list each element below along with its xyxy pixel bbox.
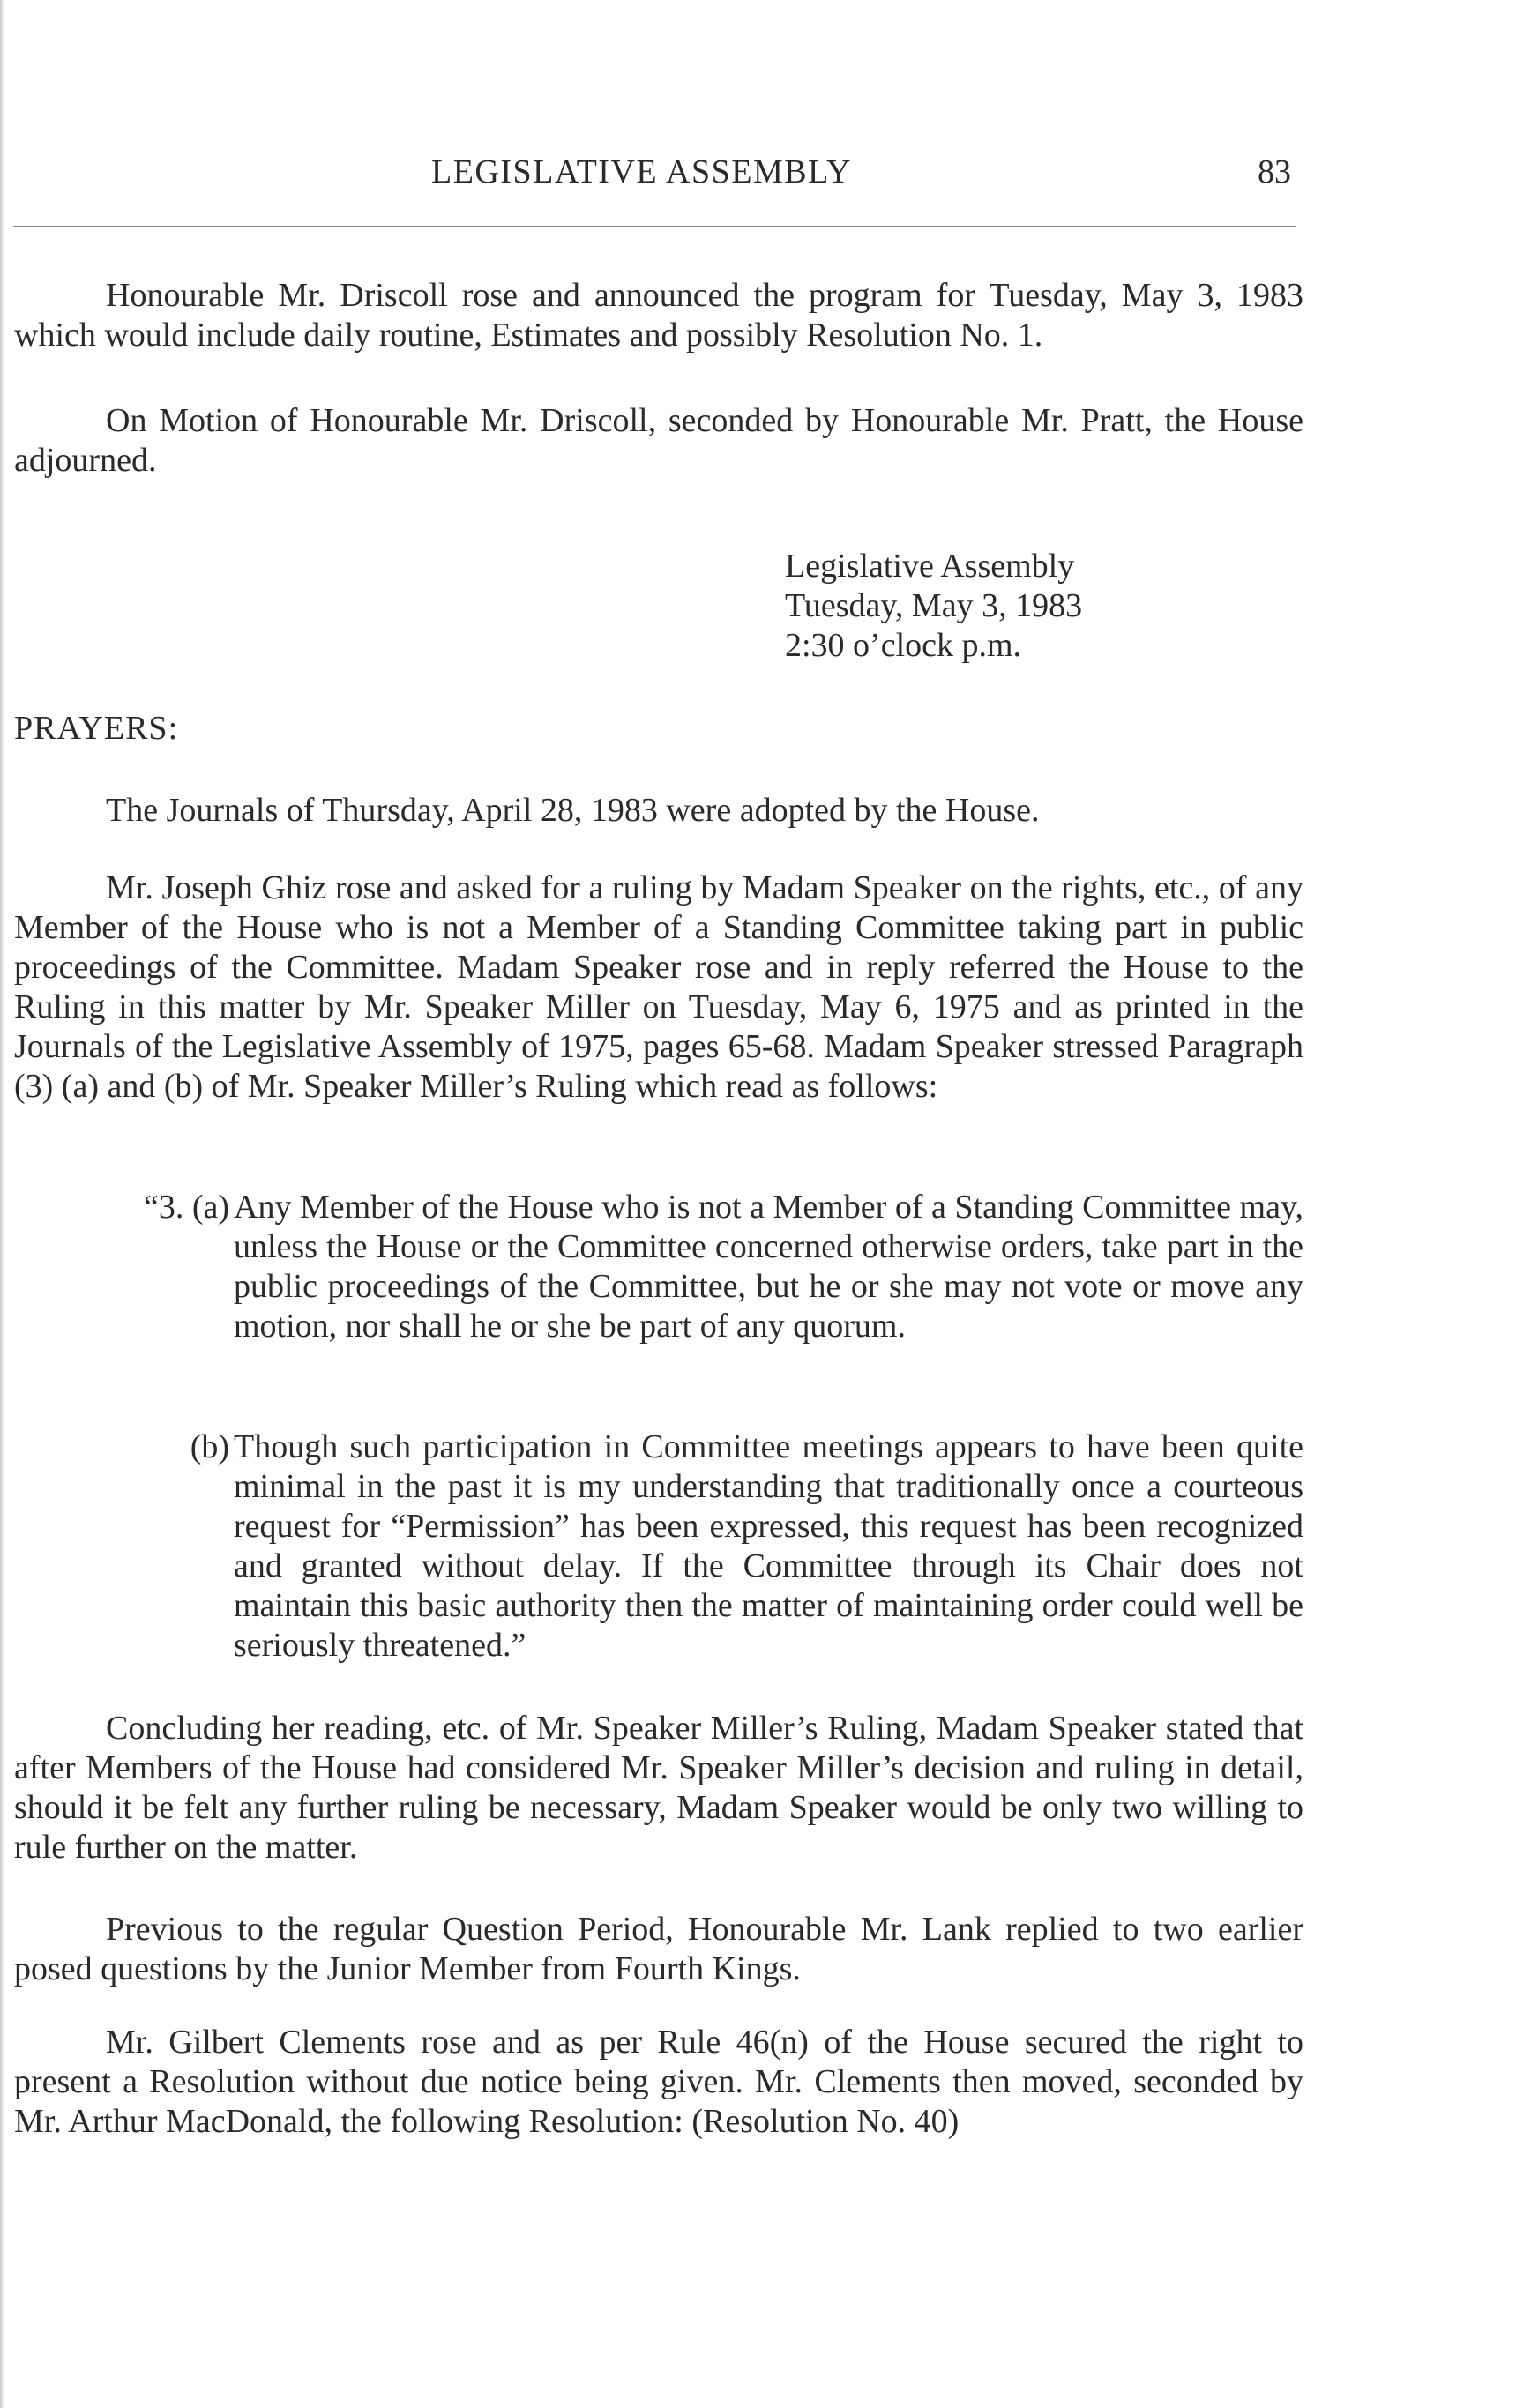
- paragraph-clements-resolution: Mr. Gilbert Clements rose and as per Rule 46(n) of the House secured the right to present a Resolution without due notice being given. Mr. Clements then moved, seconded by Mr. Arthur MacDonald, the following Resolution: (Resolution No. 40): [14, 2024, 1303, 2140]
- paragraph-adjournment: On Motion of Honourable Mr. Driscoll, seconded by Honourable Mr. Pratt, the House adjourned.: [14, 402, 1303, 479]
- quote-text-b: Though such participation in Committee meetings appears to have been quite minimal in the past it is my understanding that traditionally once a courteous request for “Permission” has been expressed, this request has been recognized and granted without delay. If the Committee through its Chair does not maintain this basic authority then the matter of maintaining order could well be seriously threatened.”: [234, 1428, 1303, 1664]
- running-header: [0, 150, 1516, 194]
- paragraph-program-announcement: Honourable Mr. Driscoll rose and announced the program for Tuesday, May 3, 1983 which would include daily routine, Estimates and possibly Resolution No. 1.: [14, 277, 1303, 354]
- quote-text-a: Any Member of the House who is not a Member of a Standing Committee may, unless the House or the Committee concerned otherwise orders, take part in the public proceedings of the Committee, but he or she may not vote or move any motion, nor shall he or she be part of any quorum.: [234, 1189, 1303, 1345]
- header-rule: [13, 226, 1296, 227]
- paragraph-ghiz-ruling-request: Mr. Joseph Ghiz rose and asked for a ruling by Madam Speaker on the rights, etc., of any Member of the House who is not a Member of a Standing Committee taking part in public proceedings of the Committee. Madam Speaker rose and in reply referred the House to the Ruling in this matter by Mr. Speaker Miller on Tuesday, May 6, 1975 and as printed in the Journals of the Legislative Assembly of 1975, pages 65-68. Madam Speaker stressed Paragraph (3) (a) and (b) of Mr. Speaker Miller’s Ruling which read as follows:: [14, 869, 1303, 1105]
- page-number: 83: [1258, 153, 1291, 190]
- prayers-heading: PRAYERS:: [14, 710, 179, 747]
- paragraph-journals-adopted: The Journals of Thursday, April 28, 1983 were adopted by the House.: [106, 792, 1040, 829]
- dateline-time: 2:30 o’clock p.m.: [785, 627, 1022, 664]
- quote-marker-a: “3. (a): [143, 1189, 229, 1226]
- paragraph-question-period: Previous to the regular Question Period, Honourable Mr. Lank replied to two earlier posed questions by the Junior Member from Fourth Kings.: [14, 1911, 1303, 1987]
- quote-marker-b: (b): [190, 1428, 229, 1465]
- dateline-date: Tuesday, May 3, 1983: [785, 587, 1083, 624]
- running-title: LEGISLATIVE ASSEMBLY: [431, 153, 852, 190]
- dateline-assembly: Legislative Assembly: [785, 548, 1075, 585]
- paragraph-concluding-reading: Concluding her reading, etc. of Mr. Speaker Miller’s Ruling, Madam Speaker stated that after Members of the House had considered Mr. Speaker Miller’s decision and ruling in detail, should it be felt any further ruling be necessary, Madam Speaker would be only two willing to rule further on the matter.: [14, 1710, 1303, 1866]
- session-dateline: [785, 547, 1082, 666]
- scan-edge-shadow: [0, 0, 4, 2408]
